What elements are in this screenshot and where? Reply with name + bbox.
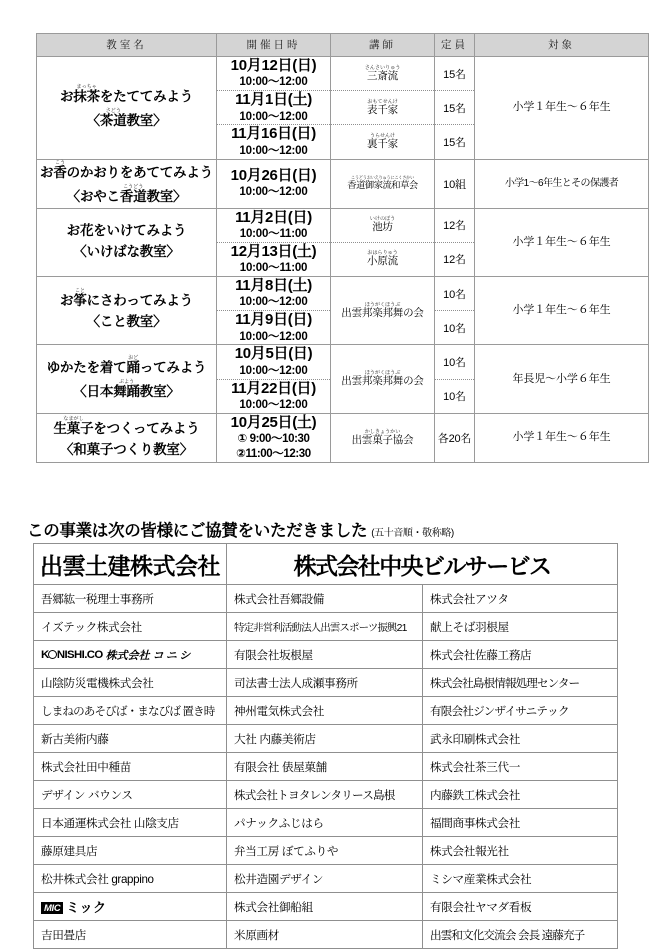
capacity-cell: 15名	[435, 57, 475, 91]
ruby-text: ほうがくほうぶ	[341, 370, 424, 377]
konishi-kana-label: コニシ	[152, 649, 193, 662]
session-time: 10:00～12:00	[239, 296, 308, 309]
sponsor-cell: 神州電気株式会社	[227, 697, 423, 725]
target-cell-5: 小学１年生～６年生	[475, 413, 649, 462]
capacity-cell: 12名	[435, 242, 475, 276]
sponsor-cell-mic-logo	[34, 893, 227, 921]
session-time: 10:00～11:00	[239, 227, 308, 240]
table-row	[37, 345, 649, 379]
sponsor-table-container	[33, 543, 617, 949]
list-item	[34, 809, 618, 837]
session-time: 10:00～12:00	[239, 364, 308, 377]
session-date: 10月12日(日)	[230, 57, 317, 74]
list-item	[34, 641, 618, 669]
session-datetime-cell	[217, 208, 331, 242]
instructor-name: 池坊	[369, 221, 396, 234]
session-datetime-cell	[217, 379, 331, 413]
instructor-name: 香道御家流和草会	[347, 180, 418, 191]
session-time: 10:00～12:00	[239, 186, 308, 199]
ruby-text: おもてせんけ	[367, 98, 398, 105]
sponsor-cell: 有限会社坂根屋	[227, 641, 423, 669]
sponsor-cell: 株式会社佐藤工務店	[423, 641, 618, 669]
instructor-name: 出雲邦楽邦舞の会	[341, 306, 424, 319]
sponsor-cell: 藤原建具店	[34, 837, 227, 865]
capacity-cell: 10名	[435, 379, 475, 413]
class-name-sub: 〈こと教室〉	[86, 314, 167, 330]
sponsor-cell: しまねのあそびば・まなびば 置き時	[34, 697, 227, 725]
list-item	[34, 837, 618, 865]
capacity-cell: 15名	[435, 91, 475, 125]
ruby-text: さどう	[99, 107, 127, 114]
sponsor-cell: 有限会社ジンザイサニテック	[423, 697, 618, 725]
instructor-cell	[331, 413, 435, 462]
capacity-cell: 12名	[435, 208, 475, 242]
session-datetime-cell	[217, 91, 331, 125]
table-row	[37, 208, 649, 242]
session-datetime-cell	[217, 125, 331, 159]
class-name-cell-5: 生菓子なまがしをつくってみよう 〈和菓子つくり教室〉	[37, 413, 217, 462]
sponsor-cell: 株式会社報光社	[423, 837, 618, 865]
mic-label: ミック	[66, 900, 107, 915]
session-time: 10:00～11:00	[239, 262, 308, 275]
session-time: ① 9:00～10:30	[237, 433, 310, 446]
session-date: 11月16日(日)	[231, 125, 316, 143]
session-datetime-cell	[217, 311, 331, 345]
sponsor-top-row	[34, 544, 618, 585]
sponsor-cell: 株式会社茶三代一	[423, 753, 618, 781]
instructor-cell	[331, 277, 435, 345]
sponsor-cell: パナックふじはら	[227, 809, 423, 837]
list-item	[34, 585, 618, 613]
session-date: 11月22日(日)	[231, 379, 316, 397]
class-name-sub: 〈いけばな教室〉	[73, 244, 180, 260]
schedule-table-container	[36, 33, 648, 463]
capacity-cell: 10名	[435, 345, 475, 379]
list-item	[34, 921, 618, 949]
konishi-logo-icon: K NISHI.CO	[41, 649, 103, 662]
column-header-instructor: 講師	[331, 34, 435, 57]
instructor-cell	[331, 208, 435, 242]
mic-logo-icon: MIC	[41, 902, 63, 914]
session-datetime-cell	[217, 277, 331, 311]
column-header-class-name: 教室名	[37, 34, 217, 57]
sponsor-cell: 山陰防災電機株式会社	[34, 669, 227, 697]
sponsor-table	[33, 543, 618, 949]
session-datetime-cell	[217, 413, 331, 462]
ruby-text: こと	[73, 288, 87, 295]
ruby-text: なまがし	[53, 415, 94, 422]
capacity-cell: 15名	[435, 125, 475, 159]
sponsor-cell: 特定非営利活動法人出雲スポーツ振興21	[227, 613, 423, 641]
ruby-text: こう	[53, 159, 67, 166]
session-time: 10:00～12:00	[239, 399, 308, 412]
sponsor-cell: 福間商事株式会社	[423, 809, 618, 837]
class-name-sub: 〈和菓子つくり教室〉	[60, 441, 193, 457]
instructor-name: 表千家	[367, 103, 398, 116]
ruby-text: こうどうおいえりゅうにこくさかい	[347, 175, 418, 181]
session-date: 11月2日(日)	[235, 208, 312, 226]
class-name-cell-3: お筝ことにさわってみよう 〈こと教室〉	[37, 277, 217, 345]
class-name-cell-1: お香こうのかおりをあててみよう 〈おやこ香道こうどう教室〉	[37, 159, 217, 208]
instructor-cell	[331, 159, 435, 208]
capacity-cell: 各20名	[435, 413, 475, 462]
sponsor-cell: 株式会社御船組	[227, 893, 423, 921]
sponsor-cell: 弁当工房 ぼてふりや	[227, 837, 423, 865]
list-item	[34, 753, 618, 781]
session-datetime-cell	[217, 57, 331, 91]
sponsor-cell: 有限会社ヤマダ看板	[423, 893, 618, 921]
ruby-text: ぶよう	[113, 379, 140, 386]
target-cell-4: 年長児～小学６年生	[475, 345, 649, 413]
sponsor-major-1: 出雲土建株式会社	[34, 544, 227, 585]
ruby-text: おど	[126, 355, 140, 362]
instructor-cell	[331, 125, 435, 159]
list-item	[34, 893, 618, 921]
schedule-table	[36, 33, 649, 463]
sponsor-cell: 武永印刷株式会社	[423, 725, 618, 753]
table-row	[37, 57, 649, 91]
sponsor-cell: イズテック株式会社	[34, 613, 227, 641]
sponsor-cell: 献上そば羽根屋	[423, 613, 618, 641]
session-date: 10月25日(土)	[230, 413, 317, 431]
sponsor-cell: 米原画材	[227, 921, 423, 949]
sponsor-cell: 株式会社吾郷設備	[227, 585, 423, 613]
sponsor-cell: 新古美術内藤	[34, 725, 227, 753]
session-date: 12月13日(土)	[230, 242, 317, 260]
capacity-cell: 10組	[435, 159, 475, 208]
sponsor-cell: 松井株式会社 grappino	[34, 865, 227, 893]
sponsor-cell: 株式会社田中種苗	[34, 753, 227, 781]
table-row	[37, 413, 649, 462]
class-name-rest: をたててみよう	[99, 88, 194, 104]
list-item	[34, 697, 618, 725]
target-cell-3: 小学１年生～６年生	[475, 277, 649, 345]
instructor-cell	[331, 91, 435, 125]
session-datetime-cell	[217, 159, 331, 208]
sponsor-cell: 吾郷紘一税理士事務所	[34, 585, 227, 613]
ruby-text: こうどう	[119, 183, 147, 190]
instructor-name: 出雲邦楽邦舞の会	[341, 375, 424, 388]
instructor-cell	[331, 242, 435, 276]
sponsor-cell: 大社 内藤美術店	[227, 725, 423, 753]
sponsor-cell: 司法書士法人成瀬事務所	[227, 669, 423, 697]
column-header-capacity: 定員	[435, 34, 475, 57]
session-time: 10:00～12:00	[239, 330, 308, 343]
sponsor-cell: 吉田畳店	[34, 921, 227, 949]
instructor-cell	[331, 57, 435, 91]
ruby-text: まっちゃ	[73, 83, 100, 90]
ruby-text: さんさいりゅう	[364, 64, 401, 71]
instructor-name: 裏千家	[367, 138, 398, 150]
table-row	[37, 277, 649, 311]
class-name-cell-0: お抹茶まっちゃをたててみよう 〈茶道さどう教室〉	[37, 57, 217, 160]
session-date: 11月9日(日)	[235, 311, 312, 329]
session-datetime-cell	[217, 242, 331, 276]
capacity-cell: 10名	[435, 277, 475, 311]
sponsor-cell: ミシマ産業株式会社	[423, 865, 618, 893]
instructor-name: 小原流	[367, 255, 398, 268]
session-time-2: ②11:00～12:30	[236, 448, 311, 461]
ruby-text: かしきょうかい	[351, 428, 414, 435]
ruby-text: おはらりゅう	[367, 250, 398, 257]
instructor-cell	[331, 345, 435, 413]
sponsor-heading-text: この事業は次の皆様にご協賛をいただきました	[27, 522, 368, 540]
target-cell-2: 小学１年生～６年生	[475, 208, 649, 276]
sponsor-cell: デザイン バウンス	[34, 781, 227, 809]
sponsor-cell: 株式会社アツタ	[423, 585, 618, 613]
ruby-text: ほうがくほうぶ	[341, 301, 424, 308]
class-name-cell-4: ゆかたを着て踊おどってみよう 〈日本舞踊ぶよう教室〉	[37, 345, 217, 413]
sponsor-cell-konishi-logo	[34, 641, 227, 669]
ruby-text: うらせんけ	[367, 133, 398, 139]
sponsor-cell: 株式会社島根情報処理センター	[423, 669, 618, 697]
target-cell-1: 小学1～6年生とその保護者	[475, 159, 649, 208]
instructor-name: 出雲菓子協会	[351, 433, 414, 446]
list-item	[34, 669, 618, 697]
session-time: 10:00～12:00	[239, 144, 308, 157]
target-cell-0: 小学１年生～６年生	[475, 57, 649, 160]
sponsor-cell: 株式会社トヨタレンタリース島根	[227, 781, 423, 809]
sponsor-major-2: 株式会社中央ビルサービス	[227, 544, 618, 585]
sponsor-section-heading	[27, 517, 454, 541]
list-item	[34, 865, 618, 893]
konishi-company-label: 株式会社	[105, 649, 150, 662]
sponsor-cell: 松井造園デザイン	[227, 865, 423, 893]
sponsor-cell: 日本通運株式会社 山陰支店	[34, 809, 227, 837]
session-time: 10:00～12:00	[239, 110, 308, 123]
sponsor-cell: 内藤鉄工株式会社	[423, 781, 618, 809]
capacity-cell: 10名	[435, 311, 475, 345]
instructor-name: 三斎流	[364, 69, 401, 82]
session-datetime-cell	[217, 345, 331, 379]
session-date: 10月5日(日)	[234, 345, 313, 363]
ruby-text: いけのぼう	[369, 216, 396, 223]
session-date: 10月26日(日)	[230, 167, 317, 184]
session-date: 11月1日(土)	[235, 91, 312, 109]
sponsor-heading-note: (五十音順・敬称略)	[371, 528, 454, 539]
list-item	[34, 725, 618, 753]
column-header-target: 対象	[475, 34, 649, 57]
session-date: 11月8日(土)	[235, 277, 312, 295]
session-time: 10:00～12:00	[239, 76, 308, 89]
list-item	[34, 781, 618, 809]
class-name-cell-2	[37, 208, 217, 276]
table-row	[37, 159, 649, 208]
list-item	[34, 613, 618, 641]
schedule-header-row	[37, 34, 649, 57]
sponsor-cell: 出雲和文化交流会 会長 遠藤充子	[423, 921, 618, 949]
class-name-main: お花をいけてみよう	[66, 223, 187, 239]
sponsor-cell: 有限会社 俵屋菓舗	[227, 753, 423, 781]
column-header-datetime: 開催日時	[217, 34, 331, 57]
